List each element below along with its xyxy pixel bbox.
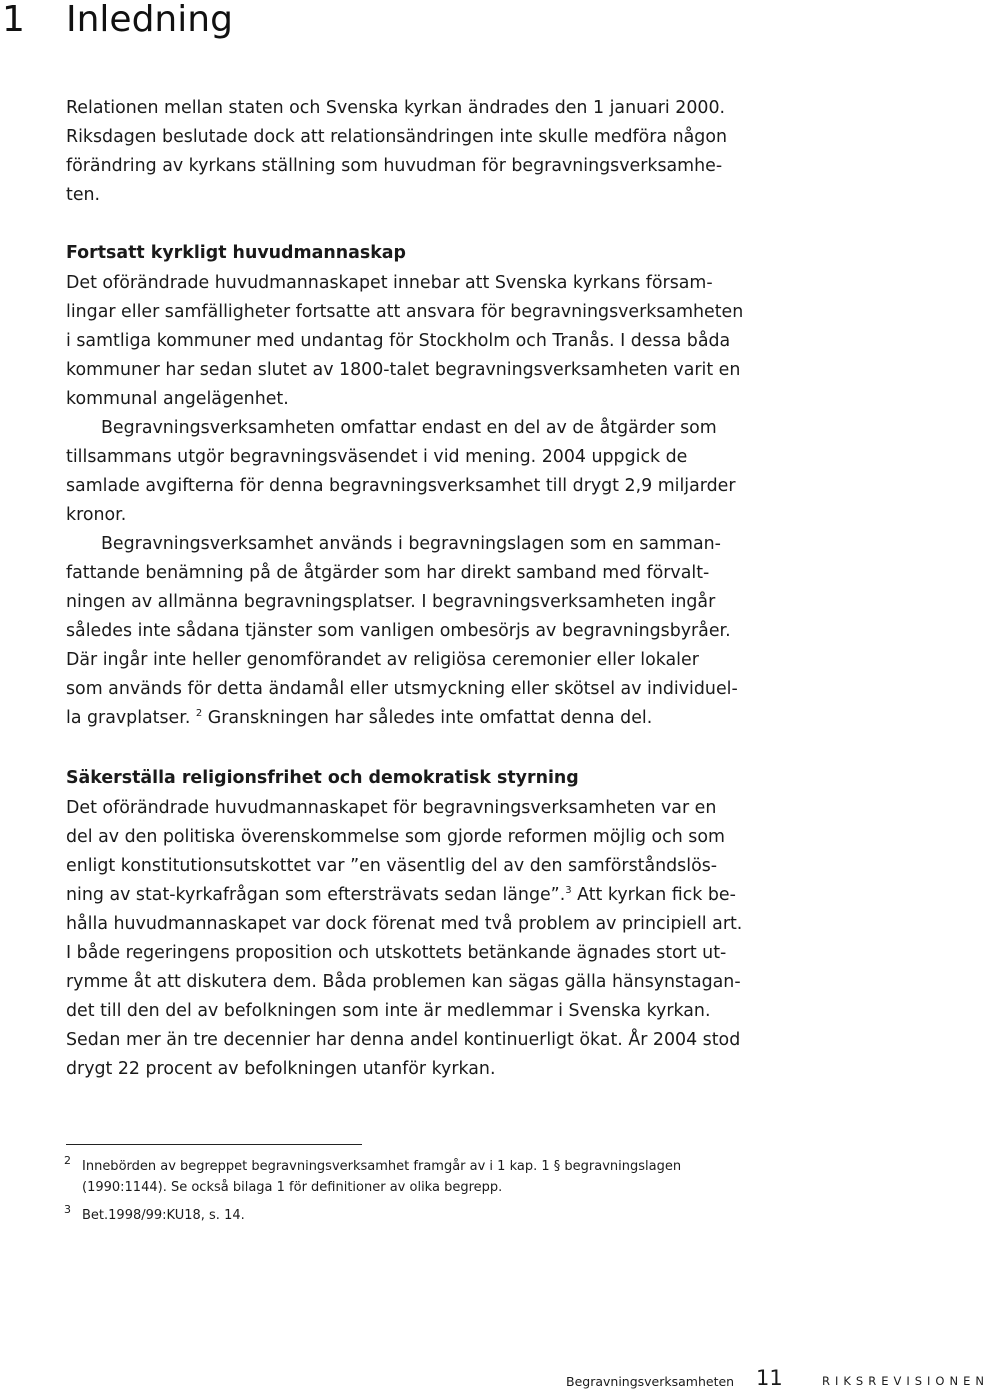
text-line xyxy=(66,704,766,733)
text-line: hålla huvudmannaskapet var dock förenat med två problem av principiell art. xyxy=(66,914,743,934)
text-line: rymme åt att diskutera dem. Båda problemen kan sägas gälla hänsynstagan- xyxy=(66,972,741,992)
text-line: således inte sådana tjänster som vanligen ombesörjs av begravningsbyråer. xyxy=(66,621,731,641)
text-line: Riksdagen beslutade dock att relationsändringen inte skulle medföra någon xyxy=(66,127,727,147)
text-line: del av den politiska överenskommelse som gjorde reformen möjlig och som xyxy=(66,827,725,847)
text-line: samlade avgifterna för denna begravningsverksamhet till drygt 2,9 miljarder xyxy=(66,476,736,496)
chapter-number: 1 xyxy=(2,0,25,40)
text-line: Det oförändrade huvudmannaskapet innebar att Svenska kyrkans försam- xyxy=(66,273,713,293)
chapter-title: Inledning xyxy=(66,0,233,40)
text-fragment: ning av stat-kyrkafrågan som eftersträvats sedan länge”. xyxy=(66,885,566,905)
text-line: fattande benämning på de åtgärder som har direkt samband med förvalt- xyxy=(66,563,710,583)
footer-section-title: Begravningsverksamheten xyxy=(566,1374,735,1389)
text-fragment: Granskningen har således inte omfattat denna del. xyxy=(202,708,653,728)
text-line: Begravningsverksamhet används i begravningslagen som en samman- xyxy=(101,534,721,554)
brand-name: RIKSREVISIONEN xyxy=(822,1374,989,1388)
text-line: i samtliga kommuner med undantag för Stockholm och Tranås. I dessa båda xyxy=(66,331,731,351)
footnote-number: 3 xyxy=(64,1203,71,1216)
text-line: enligt konstitutionsutskottet var ”en väsentlig del av den samförståndslös- xyxy=(66,856,718,876)
text-line: kommunal angelägenhet. xyxy=(66,389,289,409)
text-line: Sedan mer än tre decennier har denna andel kontinuerligt ökat. År 2004 stod xyxy=(66,1030,741,1050)
footnote-text: (1990:1144). Se också bilaga 1 för definitioner av olika begrepp. xyxy=(82,1180,503,1195)
footnote-3 xyxy=(60,1205,760,1226)
page-footer xyxy=(0,1366,989,1392)
footnote-divider xyxy=(66,1144,362,1145)
footnote-number: 2 xyxy=(64,1154,71,1167)
page-number: 11 xyxy=(756,1366,783,1390)
footnote-text: Bet.1998/99:KU18, s. 14. xyxy=(82,1208,245,1223)
text-fragment: la gravplatser. xyxy=(66,708,191,728)
text-line: det till den del av befolkningen som inte är medlemmar i Svenska kyrkan. xyxy=(66,1001,711,1021)
text-line: drygt 22 procent av befolkningen utanför kyrkan. xyxy=(66,1059,496,1079)
footnote-text: Innebörden av begreppet begravningsverksamhet framgår av i 1 kap. 1 § begravningslagen xyxy=(82,1159,682,1174)
text-line: I både regeringens proposition och utskottets betänkande ägnades stort ut- xyxy=(66,943,727,963)
text-line: Begravningsverksamheten omfattar endast en del av de åtgärder som xyxy=(101,418,717,438)
section-heading: Säkerställa religionsfrihet och demokratisk styrning xyxy=(66,768,579,788)
section-heading: Fortsatt kyrkligt huvudmannaskap xyxy=(66,243,406,263)
text-line: lingar eller samfälligheter fortsatte att ansvara för begravningsverksamheten xyxy=(66,302,744,322)
intro-paragraph xyxy=(66,94,766,210)
footnotes xyxy=(60,1156,760,1226)
section-religionsfrihet xyxy=(66,763,766,1084)
text-line: som används för detta ändamål eller utsmyckning eller skötsel av individuel- xyxy=(66,679,738,699)
text-line: Det oförändrade huvudmannaskapet för begravningsverksamheten var en xyxy=(66,798,717,818)
text-line: förändring av kyrkans ställning som huvudman för begravningsverksamhe- xyxy=(66,156,723,176)
text-line: Relationen mellan staten och Svenska kyrkan ändrades den 1 januari 2000. xyxy=(66,98,726,118)
text-line: kommuner har sedan slutet av 1800-talet begravningsverksamheten varit en xyxy=(66,360,741,380)
section-fortsatt-huvudmannaskap xyxy=(66,238,766,733)
text-line: kronor. xyxy=(66,505,127,525)
text-line: ten. xyxy=(66,185,101,205)
footnote-reference[interactable]: 2 xyxy=(195,708,203,720)
text-line xyxy=(66,881,766,910)
text-fragment: Att kyrkan fick be- xyxy=(571,885,736,905)
text-line: Där ingår inte heller genomförandet av religiösa ceremonier eller lokaler xyxy=(66,650,699,670)
footnote-2 xyxy=(60,1156,760,1198)
text-line: tillsammans utgör begravningsväsendet i vid mening. 2004 uppgick de xyxy=(66,447,688,467)
footnote-reference[interactable]: 3 xyxy=(565,885,572,897)
text-line: ningen av allmänna begravningsplatser. I begravningsverksamheten ingår xyxy=(66,592,716,612)
